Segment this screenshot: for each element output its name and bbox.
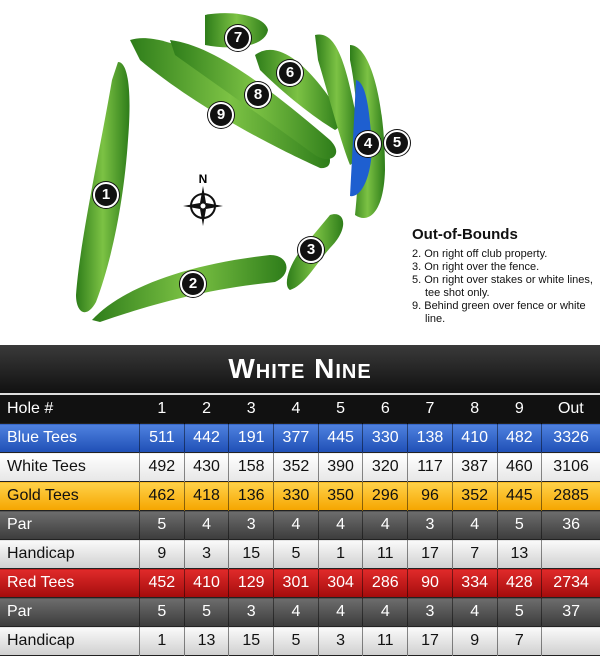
score-cell: 3326 xyxy=(542,424,600,453)
score-cell: 13 xyxy=(497,540,542,569)
hole-marker-4[interactable]: 4 xyxy=(355,131,381,157)
score-cell: 330 xyxy=(274,482,319,511)
score-cell: 296 xyxy=(363,482,408,511)
row-label: Gold Tees xyxy=(0,482,140,511)
score-cell: 352 xyxy=(274,453,319,482)
compass-rose-icon xyxy=(183,186,223,226)
score-cell: 320 xyxy=(363,453,408,482)
score-cell: 4 xyxy=(318,598,363,627)
score-cell xyxy=(542,627,600,656)
hole-marker-7[interactable]: 7 xyxy=(225,25,251,51)
score-cell: 5 xyxy=(497,598,542,627)
score-cell: 3 xyxy=(229,511,274,540)
hole-marker-5[interactable]: 5 xyxy=(384,130,410,156)
score-cell xyxy=(542,540,600,569)
header-cell: 5 xyxy=(318,395,363,424)
score-cell: 4 xyxy=(363,598,408,627)
hole-marker-3[interactable]: 3 xyxy=(298,237,324,263)
header-cell: 9 xyxy=(497,395,542,424)
score-cell: 387 xyxy=(452,453,497,482)
hole-marker-9[interactable]: 9 xyxy=(208,102,234,128)
score-cell: 191 xyxy=(229,424,274,453)
table-row xyxy=(0,453,600,482)
score-cell: 4 xyxy=(184,511,229,540)
header-cell: 4 xyxy=(274,395,319,424)
score-cell: 330 xyxy=(363,424,408,453)
oob-item: 9. Behind green over fence or white line. xyxy=(412,300,586,325)
score-cell: 377 xyxy=(274,424,319,453)
score-cell: 17 xyxy=(408,627,453,656)
score-cell: 5 xyxy=(140,598,185,627)
score-cell: 430 xyxy=(184,453,229,482)
score-cell: 1 xyxy=(318,540,363,569)
scorecard xyxy=(0,345,600,650)
header-cell: 3 xyxy=(229,395,274,424)
score-cell: 5 xyxy=(140,511,185,540)
table-row xyxy=(0,540,600,569)
header-cell: 8 xyxy=(452,395,497,424)
score-cell: 4 xyxy=(318,511,363,540)
hole-marker-1[interactable]: 1 xyxy=(93,182,119,208)
score-cell: 4 xyxy=(274,598,319,627)
score-cell: 90 xyxy=(408,569,453,598)
score-cell: 462 xyxy=(140,482,185,511)
score-cell: 9 xyxy=(452,627,497,656)
score-cell: 445 xyxy=(318,424,363,453)
compass-north-label: N xyxy=(198,172,208,186)
table-row xyxy=(0,482,600,511)
score-cell: 410 xyxy=(452,424,497,453)
hole-marker-6[interactable]: 6 xyxy=(277,60,303,86)
oob-item: 3. On right over the fence. xyxy=(412,261,540,273)
score-cell: 4 xyxy=(452,598,497,627)
score-cell: 4 xyxy=(363,511,408,540)
hole-marker-2[interactable]: 2 xyxy=(180,271,206,297)
score-cell: 410 xyxy=(184,569,229,598)
score-cell: 13 xyxy=(184,627,229,656)
header-cell: 1 xyxy=(140,395,185,424)
score-cell: 7 xyxy=(452,540,497,569)
score-cell: 452 xyxy=(140,569,185,598)
header-row xyxy=(0,395,600,424)
score-cell: 136 xyxy=(229,482,274,511)
score-cell: 3 xyxy=(229,598,274,627)
score-cell: 129 xyxy=(229,569,274,598)
row-label: Handicap xyxy=(0,627,140,656)
score-cell: 138 xyxy=(408,424,453,453)
score-cell: 1 xyxy=(140,627,185,656)
score-cell: 5 xyxy=(274,627,319,656)
table-row xyxy=(0,569,600,598)
score-cell: 36 xyxy=(542,511,600,540)
out-of-bounds-notes xyxy=(412,226,597,326)
score-cell: 3 xyxy=(408,511,453,540)
compass xyxy=(180,172,226,222)
score-cell: 5 xyxy=(497,511,542,540)
score-cell: 482 xyxy=(497,424,542,453)
row-label: Handicap xyxy=(0,540,140,569)
row-label: Blue Tees xyxy=(0,424,140,453)
score-cell: 428 xyxy=(497,569,542,598)
score-cell: 37 xyxy=(542,598,600,627)
score-cell: 2885 xyxy=(542,482,600,511)
score-cell: 7 xyxy=(497,627,542,656)
header-cell: 6 xyxy=(363,395,408,424)
score-cell: 158 xyxy=(229,453,274,482)
score-cell: 286 xyxy=(363,569,408,598)
score-cell: 460 xyxy=(497,453,542,482)
row-label: Par xyxy=(0,598,140,627)
score-cell: 301 xyxy=(274,569,319,598)
row-label: Red Tees xyxy=(0,569,140,598)
score-cell: 17 xyxy=(408,540,453,569)
header-cell: Out xyxy=(542,395,600,424)
table-row xyxy=(0,627,600,656)
score-cell: 418 xyxy=(184,482,229,511)
score-cell: 492 xyxy=(140,453,185,482)
table-row xyxy=(0,598,600,627)
score-cell: 352 xyxy=(452,482,497,511)
header-hole-label: Hole # xyxy=(0,395,140,424)
table-row xyxy=(0,511,600,540)
oob-item: 2. On right off club property. xyxy=(412,248,548,260)
score-cell: 9 xyxy=(140,540,185,569)
score-cell: 4 xyxy=(452,511,497,540)
score-cell: 96 xyxy=(408,482,453,511)
score-cell: 334 xyxy=(452,569,497,598)
score-cell: 390 xyxy=(318,453,363,482)
score-cell: 5 xyxy=(274,540,319,569)
score-cell: 442 xyxy=(184,424,229,453)
scorecard-table xyxy=(0,395,600,656)
score-cell: 3 xyxy=(184,540,229,569)
score-cell: 3 xyxy=(318,627,363,656)
score-cell: 304 xyxy=(318,569,363,598)
table-row xyxy=(0,424,600,453)
score-cell: 350 xyxy=(318,482,363,511)
score-cell: 3106 xyxy=(542,453,600,482)
oob-item: 5. On right over stakes or white lines, tee shot only. xyxy=(412,274,593,299)
score-cell: 11 xyxy=(363,540,408,569)
scorecard-title: White Nine xyxy=(0,345,600,395)
score-cell: 11 xyxy=(363,627,408,656)
score-cell: 15 xyxy=(229,627,274,656)
score-cell: 15 xyxy=(229,540,274,569)
score-cell: 117 xyxy=(408,453,453,482)
row-label: Par xyxy=(0,511,140,540)
out-of-bounds-title: Out-of-Bounds xyxy=(412,226,518,243)
header-cell: 2 xyxy=(184,395,229,424)
score-cell: 445 xyxy=(497,482,542,511)
score-cell: 3 xyxy=(408,598,453,627)
header-cell: 7 xyxy=(408,395,453,424)
score-cell: 5 xyxy=(184,598,229,627)
score-cell: 511 xyxy=(140,424,185,453)
score-cell: 2734 xyxy=(542,569,600,598)
score-cell: 4 xyxy=(274,511,319,540)
hole-marker-8[interactable]: 8 xyxy=(245,82,271,108)
row-label: White Tees xyxy=(0,453,140,482)
